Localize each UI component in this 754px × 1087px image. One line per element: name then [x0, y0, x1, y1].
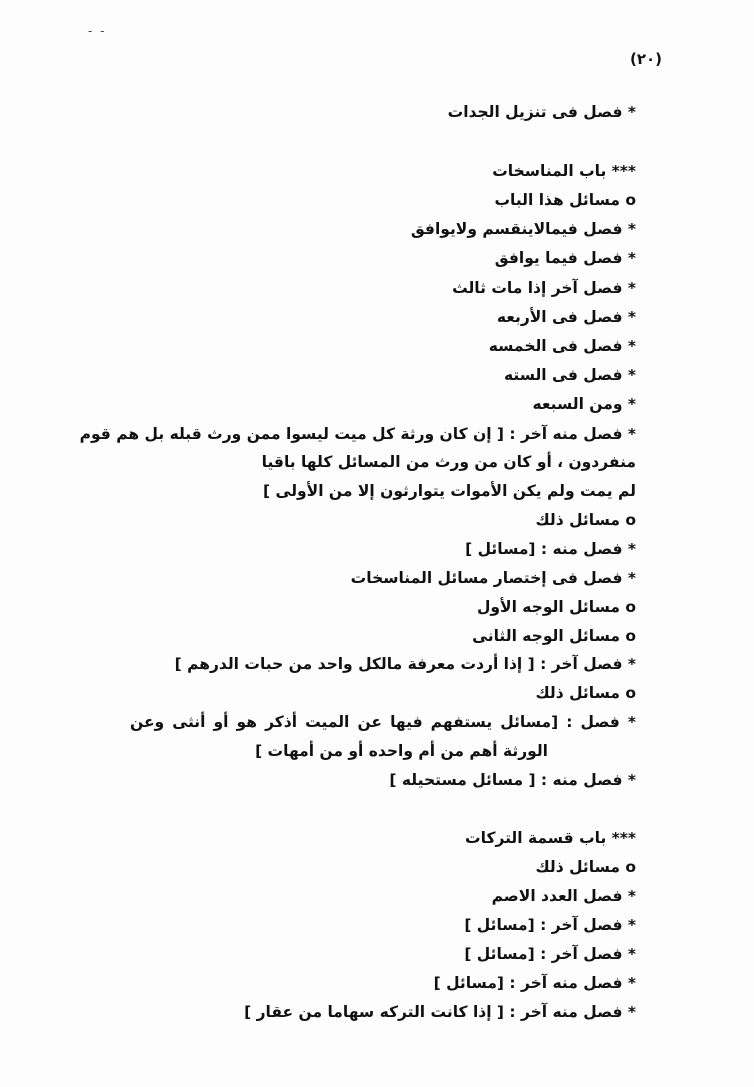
toc-line: * فصل فى الخمسه [488, 337, 636, 355]
toc-line: * فصل فى إختصار مسائل المناسخات [350, 569, 636, 587]
toc-line: * فصل منه آخر : [ إن كان ورثة كل ميت ليسوا ممن ورث قبله بل هم قوم [79, 425, 636, 443]
toc-line: o مسائل الوجه الثانى [472, 627, 636, 645]
toc-line-continuation: لم يمت ولم يكن الأموات يتوارثون إلا من الأولى ] [263, 482, 636, 500]
toc-line: o مسائل الوجه الأول [476, 598, 636, 616]
toc-line: * فصل فى الأربعه [496, 308, 636, 326]
section-heading: *** باب قسمة التركات [465, 829, 636, 847]
toc-line: o مسائل هذا الباب [494, 191, 636, 209]
toc-line: * فصل آخر : [مسائل ] [464, 916, 636, 934]
toc-line-continuation: الورثة أهم من أم واحده أو من أمهات ] [255, 742, 548, 760]
toc-line: o مسائل ذلك [535, 511, 636, 529]
toc-line: o مسائل ذلك [535, 684, 636, 702]
toc-line: * فصل فى السته [503, 366, 636, 384]
toc-line: * فصل آخر إذا مات ثالث [452, 279, 636, 297]
toc-line: * فصل منه : [مسائل ] [465, 540, 636, 558]
toc-line: * فصل فيمالاينقسم ولايوافق [410, 220, 636, 238]
toc-line: * فصل : [مسائل يستفهم فيها عن الميت أذكر هو أو أنثى وعن [130, 713, 636, 731]
toc-line: * فصل منه آخر : [مسائل ] [433, 974, 636, 992]
toc-line: * فصل منه : [ مسائل مستحيله ] [389, 771, 636, 789]
toc-line-continuation: منفردون ، أو كان من ورث من المسائل كلها باقيا [261, 453, 636, 471]
page-number: (٢٠) [630, 50, 663, 68]
toc-line: * فصل منه آخر : [ إذا كانت التركه سهاما من عقار ] [244, 1003, 636, 1021]
top-mark: - - [88, 24, 107, 38]
toc-line: o مسائل ذلك [535, 858, 636, 876]
toc-line: * فصل فى تنزيل الجدات [447, 103, 636, 121]
toc-line: * فصل آخر : [مسائل ] [464, 945, 636, 963]
toc-line: * فصل آخر : [ إذا أردت معرفة مالكل واحد من حبات الدرهم ] [174, 655, 636, 673]
toc-line: * فصل العدد الاصم [491, 887, 636, 905]
section-heading: *** باب المناسخات [492, 162, 636, 180]
toc-line: * ومن السبعه [532, 395, 636, 413]
toc-line: * فصل فيما يوافق [494, 249, 636, 267]
